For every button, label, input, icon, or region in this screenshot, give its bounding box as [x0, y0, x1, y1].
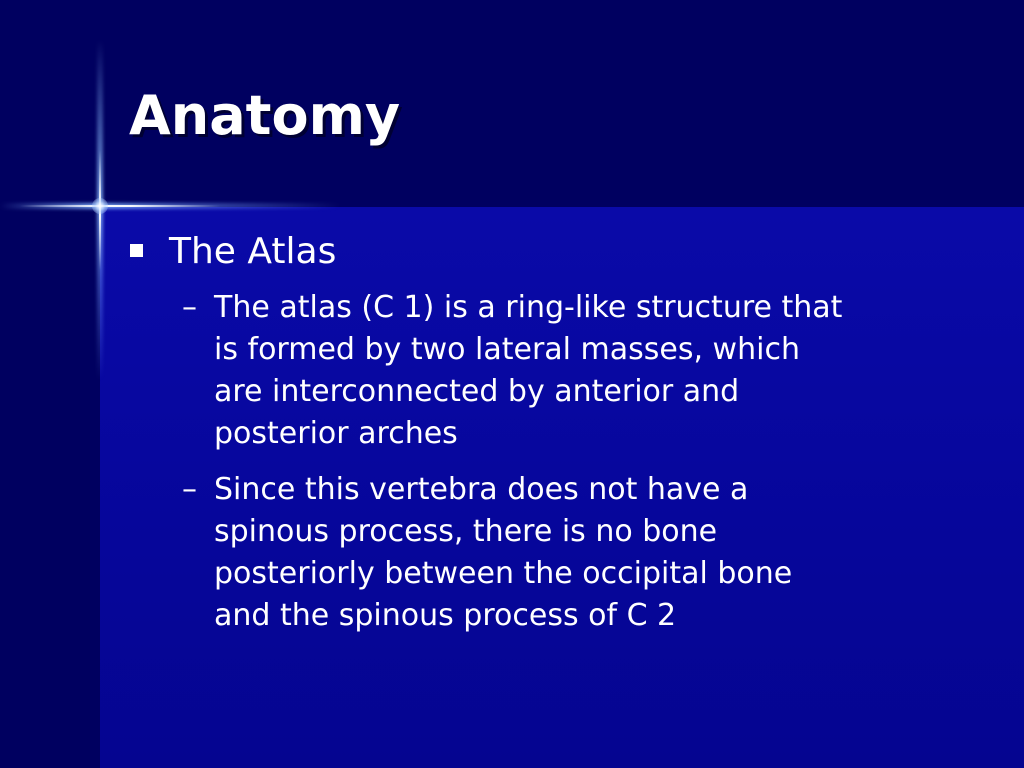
text-line: is formed by two lateral masses, which	[214, 332, 800, 367]
text-line: are interconnected by anterior and	[214, 374, 740, 409]
dash-marker: –	[182, 472, 197, 507]
text-line: posterior arches	[214, 416, 458, 451]
left-strip	[0, 0, 100, 768]
bullet-text: The Atlas	[169, 231, 337, 272]
sub-bullet-item	[182, 469, 982, 637]
slide-title: Anatomy	[129, 84, 401, 147]
sub-bullet-item	[182, 287, 982, 455]
glow-sparkle-icon	[92, 198, 108, 214]
square-bullet-icon	[130, 244, 143, 257]
bullet-item	[130, 229, 336, 275]
glow-core-horizontal	[20, 205, 220, 207]
text-line: Since this vertebra does not have a	[214, 472, 749, 507]
text-line: and the spinous process of C 2	[214, 598, 677, 633]
dash-marker: –	[182, 290, 197, 325]
sub-bullet-text	[214, 287, 982, 455]
text-line: posteriorly between the occipital bone	[214, 556, 793, 591]
sub-bullet-text	[214, 469, 982, 637]
text-line: spinous process, there is no bone	[214, 514, 718, 549]
text-line: The atlas (C 1) is a ring-like structure that	[214, 290, 843, 325]
